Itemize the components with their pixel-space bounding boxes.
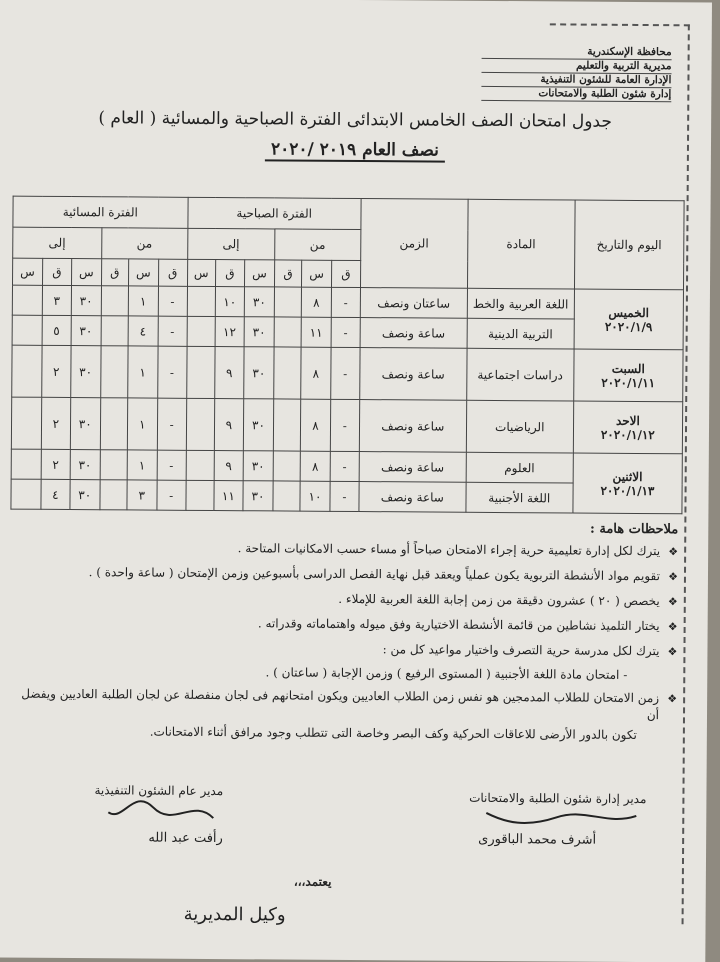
morning-time-cell: - xyxy=(331,347,360,399)
morning-to-spacer xyxy=(187,316,215,346)
bullet-icon: ❖ xyxy=(668,570,679,584)
header-evening: الفترة المسائية xyxy=(13,196,188,228)
morning-time-cell: ٨ xyxy=(301,347,331,399)
header-minutes: ق xyxy=(42,258,71,285)
dashed-border-top xyxy=(550,23,690,26)
morning-time-cell: ٩ xyxy=(214,399,244,451)
morning-from-spacer xyxy=(274,317,301,347)
evening-time-cell: - xyxy=(157,480,186,510)
morning-to-spacer xyxy=(187,286,215,316)
morning-time-cell: ٣٠ xyxy=(243,451,273,481)
evening-time-cell: ٣٠ xyxy=(71,286,101,316)
document-title: جدول امتحان الصف الخامس الابتدائى الفترة الصباحية والمسائية ( العام ) xyxy=(98,108,612,132)
evening-from-spacer xyxy=(100,480,127,510)
date: ٢٠٢٠/١/٩ xyxy=(604,319,653,334)
header-minutes: ق xyxy=(101,259,128,286)
evening-time-cell: ١ xyxy=(128,286,158,316)
date: ٢٠٢٠/١/١٣ xyxy=(600,483,655,498)
morning-to-spacer xyxy=(186,450,214,480)
evening-time-cell: - xyxy=(158,286,187,316)
morning-time-cell: - xyxy=(331,287,360,317)
approval-label: يعتمد،،، xyxy=(293,874,332,889)
signature-name: رأفت عبد الله xyxy=(148,830,223,847)
evening-time-cell: - xyxy=(157,398,186,450)
signature-name: أشرف محمد الباقورى xyxy=(478,831,597,848)
subject-cell: دراسات اجتماعية xyxy=(466,348,573,401)
header-hours: س xyxy=(128,259,158,286)
evening-time-cell: ١ xyxy=(127,398,157,450)
table-row xyxy=(12,345,683,402)
morning-from-spacer xyxy=(273,399,301,451)
evening-time-cell: ٣٠ xyxy=(70,450,100,480)
day-date-cell xyxy=(573,401,683,454)
evening-to-spacer xyxy=(11,479,41,509)
bullet-icon: ❖ xyxy=(667,692,678,706)
handwritten-signature xyxy=(103,797,223,828)
morning-time-cell: - xyxy=(330,399,359,451)
header-day-date: اليوم والتاريخ xyxy=(574,200,684,290)
day-name: الاثنين xyxy=(612,469,643,484)
morning-time-cell: ٨ xyxy=(300,451,330,481)
evening-time-cell: - xyxy=(158,316,187,346)
morning-time-cell: ٣٠ xyxy=(243,399,273,451)
morning-time-cell: ٩ xyxy=(214,347,244,399)
letterhead-line: إدارة شئون الطلبة والامتحانات xyxy=(481,87,671,102)
evening-time-cell: ٤ xyxy=(128,316,158,346)
header-hours: س xyxy=(302,260,332,287)
morning-time-cell: ١٠ xyxy=(300,481,330,511)
subject-cell: العلوم xyxy=(466,452,573,483)
duration-cell: ساعة ونصف xyxy=(360,348,467,401)
note-item: ❖ تقويم مواد الأنشطة التربوية يكون عملياً ويعقد قبل نهاية الفصل الدراسى بأسبوعين وزمن الإمتحان ( ساعة واحدة ) . xyxy=(88,565,679,584)
day-date-cell xyxy=(574,289,684,350)
header-morning: الفترة الصباحية xyxy=(187,197,360,229)
document-subtitle: نصف العام ٢٠١٩ /٢٠٢٠ xyxy=(0,138,711,163)
evening-time-cell: ٥ xyxy=(42,315,71,345)
morning-from-spacer xyxy=(273,481,300,511)
evening-time-cell: ٣٠ xyxy=(70,398,100,450)
date: ٢٠٢٠/١/١٢ xyxy=(600,427,655,442)
bullet-icon: ❖ xyxy=(667,595,678,609)
evening-time-cell: ١ xyxy=(128,346,158,398)
header-subject: المادة xyxy=(467,199,575,289)
header-to: إلى xyxy=(187,228,274,260)
bullet-icon: ❖ xyxy=(667,645,678,659)
morning-time-cell: ٣٠ xyxy=(244,317,274,347)
signature-title: مدير إدارة شئون الطلبة والامتحانات xyxy=(469,790,647,807)
header-to: إلى xyxy=(13,227,102,259)
day-name: الخميس xyxy=(608,305,650,320)
subject-cell: اللغة العربية والخط xyxy=(467,288,574,319)
morning-from-spacer xyxy=(273,451,300,481)
morning-from-spacer xyxy=(274,347,302,399)
evening-time-cell: ٣٠ xyxy=(71,346,101,398)
morning-time-cell: ١١ xyxy=(301,317,331,347)
evening-from-spacer xyxy=(100,346,128,398)
letterhead-line: الإدارة العامة للشئون التنفيذية xyxy=(481,73,671,88)
important-notes xyxy=(13,518,679,743)
duration-cell: ساعة ونصف xyxy=(359,482,466,513)
morning-time-cell: ٨ xyxy=(300,399,330,451)
letterhead xyxy=(481,45,671,102)
header-minutes: ق xyxy=(158,259,187,286)
evening-to-spacer xyxy=(11,397,41,449)
letterhead-line: مديرية التربية والتعليم xyxy=(481,59,671,74)
note-item: ❖ يختار التلميذ نشاطين من قائمة الأنشطة الاختيارية وفق ميوله واهتماماته وقدراته . xyxy=(257,616,678,634)
morning-time-cell: ٣٠ xyxy=(243,481,273,511)
date: ٢٠٢٠/١/١١ xyxy=(601,375,656,390)
deputy-title: وكيل المديرية xyxy=(183,903,286,926)
table-row xyxy=(11,397,682,454)
evening-time-cell: ٣ xyxy=(42,285,71,315)
morning-time-cell: ١٢ xyxy=(215,317,245,347)
evening-from-spacer xyxy=(100,398,128,450)
exam-schedule-table xyxy=(10,196,684,515)
evening-to-spacer xyxy=(12,285,42,315)
bullet-icon: ❖ xyxy=(667,620,678,634)
duration-cell: ساعة ونصف xyxy=(359,452,466,483)
evening-time-cell: ٢ xyxy=(42,345,71,397)
evening-time-cell: ٤ xyxy=(41,479,70,509)
day-name: السبت xyxy=(611,361,645,376)
duration-cell: ساعة ونصف xyxy=(359,400,466,453)
table-row xyxy=(11,449,682,484)
note-item: ❖ يخصص ( ٢٠ ) عشرون دقيقة من زمن إجابة اللغة العربية للإملاء . xyxy=(338,591,678,609)
note-item: ❖ يترك لكل مدرسة حرية التصرف واختيار مواعيد كل من : xyxy=(382,642,678,659)
subject-cell: اللغة الأجنبية xyxy=(466,482,573,513)
morning-from-spacer xyxy=(274,287,301,317)
day-name: الاحد xyxy=(615,413,640,428)
morning-time-cell: ١٠ xyxy=(215,287,245,317)
evening-from-spacer xyxy=(101,316,128,346)
signature-left xyxy=(94,783,223,846)
morning-time-cell: ٨ xyxy=(301,287,331,317)
morning-time-cell: ٣٠ xyxy=(244,347,274,399)
evening-time-cell: ٣٠ xyxy=(70,480,100,510)
handwritten-signature xyxy=(476,805,646,830)
morning-time-cell: - xyxy=(331,317,360,347)
evening-time-cell: ٢ xyxy=(41,397,70,449)
header-hours: س xyxy=(71,259,101,286)
header-minutes: ق xyxy=(215,260,245,287)
evening-from-spacer xyxy=(101,286,128,316)
evening-time-cell: ١ xyxy=(127,450,157,480)
signature-right xyxy=(469,791,647,848)
letterhead-line: محافظة الإسكندرية xyxy=(482,45,672,60)
morning-to-spacer xyxy=(186,398,214,450)
evening-from-spacer xyxy=(100,450,127,480)
schedule-body xyxy=(11,285,684,514)
morning-to-spacer xyxy=(186,346,214,398)
signature-title: مدير عام الشئون التنفيذية xyxy=(94,783,224,799)
evening-to-spacer xyxy=(12,315,42,345)
header-hours: س xyxy=(245,260,275,287)
morning-time-cell: ١١ xyxy=(214,481,244,511)
header-minutes: ق xyxy=(331,260,360,287)
note-continuation: تكون بالدور الأرضى للاعاقات الحركية وكف البصر وخاصة التى تتطلب وجود مرافق أثناء الامتحانات. xyxy=(149,724,637,742)
header-hours: س xyxy=(187,259,215,286)
day-date-cell xyxy=(573,349,683,402)
evening-time-cell: ٢ xyxy=(41,449,70,479)
note-item: ❖ يترك لكل إدارة تعليمية حرية إجراء الامتحان صباحاً أو مساء حسب الامكانيات المتاحة . xyxy=(237,541,679,559)
header-minutes: ق xyxy=(274,260,301,287)
table-row xyxy=(12,285,683,320)
bullet-icon: ❖ xyxy=(668,545,679,559)
morning-time-cell: - xyxy=(330,481,359,511)
note-subitem: - امتحان مادة اللغة الأجنبية ( المستوى الرفيع ) وزمن الإجابة ( ساعتان ) . xyxy=(265,665,628,682)
header-hours: س xyxy=(13,258,43,285)
note-item: ❖ زمن الامتحان للطلاب المدمجين هو نفس زمن الطلاب العاديين ويكون امتحانهم فى لجان منفصلة عن لجان الطلبة العاديين ويفضل أن xyxy=(21,686,678,723)
duration-cell: ساعتان ونصف xyxy=(360,288,467,319)
subject-cell: الرياضيات xyxy=(466,400,573,453)
day-date-cell xyxy=(573,453,683,514)
evening-to-spacer xyxy=(11,449,41,479)
morning-time-cell: ٩ xyxy=(214,451,244,481)
duration-cell: ساعة ونصف xyxy=(360,318,467,349)
notes-title: ملاحظات هامة : xyxy=(590,521,679,538)
header-duration: الزمن xyxy=(360,199,468,289)
header-from: من xyxy=(275,229,361,261)
evening-time-cell: - xyxy=(157,450,186,480)
evening-time-cell: ٣٠ xyxy=(71,316,101,346)
header-from: من xyxy=(101,228,187,260)
morning-time-cell: - xyxy=(330,451,359,481)
morning-to-spacer xyxy=(186,480,214,510)
subject-cell: التربية الدينية xyxy=(467,318,574,349)
evening-time-cell: ٣ xyxy=(127,480,157,510)
evening-time-cell: - xyxy=(157,346,186,398)
evening-to-spacer xyxy=(12,345,42,397)
morning-time-cell: ٣٠ xyxy=(244,287,274,317)
